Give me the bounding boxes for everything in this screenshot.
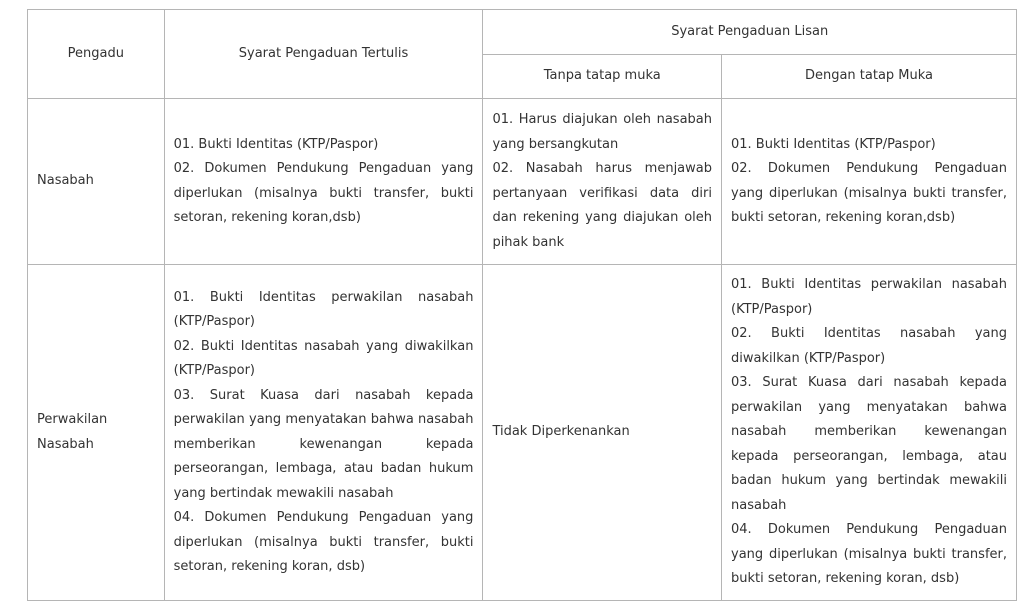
cell-tertulis xyxy=(164,99,483,265)
cell-dengan-tatap-muka xyxy=(722,265,1017,601)
header-pengadu: Pengadu xyxy=(28,10,165,99)
header-tertulis: Syarat Pengaduan Tertulis xyxy=(164,10,483,99)
list-item: 01. Bukti Identitas perwakilan nasabah (KTP/Paspor) xyxy=(173,289,474,329)
cell-pengadu: Perwakilan Nasabah xyxy=(28,265,165,601)
list-item: 03. Surat Kuasa dari nasabah kepada perwakilan yang menyatakan bahwa nasabah memberikan kewenangan kepada perseorangan, lembaga, atau badan hukum yang bertindak mewakili nasabah xyxy=(173,387,474,501)
list-item: 02. Dokumen Pendukung Pengaduan yang diperlukan (misalnya bukti transfer, bukti setoran, rekening koran,dsb) xyxy=(731,161,1007,225)
table-row xyxy=(28,99,1017,265)
cell-tanpa-tatap-muka xyxy=(483,99,722,265)
header-dengan-tatap-muka: Dengan tatap Muka xyxy=(722,55,1017,99)
header-lisan: Syarat Pengaduan Lisan xyxy=(483,10,1017,55)
list-item: 01. Bukti Identitas (KTP/Paspor) xyxy=(731,136,936,152)
list-item: 03. Surat Kuasa dari nasabah kepada perwakilan yang menyatakan bahwa nasabah memberikan kewenangan kepada perseorangan, lembaga, atau badan hukum yang bertindak mewakili nasabah xyxy=(731,375,1007,513)
list-item: 02. Nasabah harus menjawab pertanyaan verifikasi data diri dan rekening yang diajukan oleh pihak bank xyxy=(492,161,712,250)
list-item: 04. Dokumen Pendukung Pengaduan yang diperlukan (misalnya bukti transfer, bukti setoran, rekening koran, dsb) xyxy=(731,522,1007,587)
table-row xyxy=(28,265,1017,601)
list-item: 02. Bukti Identitas nasabah yang diwakilkan (KTP/Paspor) xyxy=(731,326,1007,366)
list-item: 01. Bukti Identitas perwakilan nasabah (KTP/Paspor) xyxy=(731,277,1007,317)
cell-tertulis xyxy=(164,265,483,601)
cell-dengan-tatap-muka xyxy=(722,99,1017,265)
header-tanpa-tatap-muka: Tanpa tatap muka xyxy=(483,55,722,99)
list-item: 02. Bukti Identitas nasabah yang diwakilkan (KTP/Paspor) xyxy=(173,338,474,378)
list-item: 04. Dokumen Pendukung Pengaduan yang diperlukan (misalnya bukti transfer, bukti setoran, rekening koran, dsb) xyxy=(173,510,474,574)
list-item: 01. Harus diajukan oleh nasabah yang bersangkutan xyxy=(492,112,712,152)
list-item: 01. Bukti Identitas (KTP/Paspor) xyxy=(173,136,379,152)
cell-pengadu: Nasabah xyxy=(28,99,165,265)
cell-tanpa-tatap-muka: Tidak Diperkenankan xyxy=(483,265,722,601)
complaint-requirements-table xyxy=(27,9,1017,601)
list-item: 02. Dokumen Pendukung Pengaduan yang diperlukan (misalnya bukti transfer, bukti setoran, rekening koran,dsb) xyxy=(173,161,474,225)
